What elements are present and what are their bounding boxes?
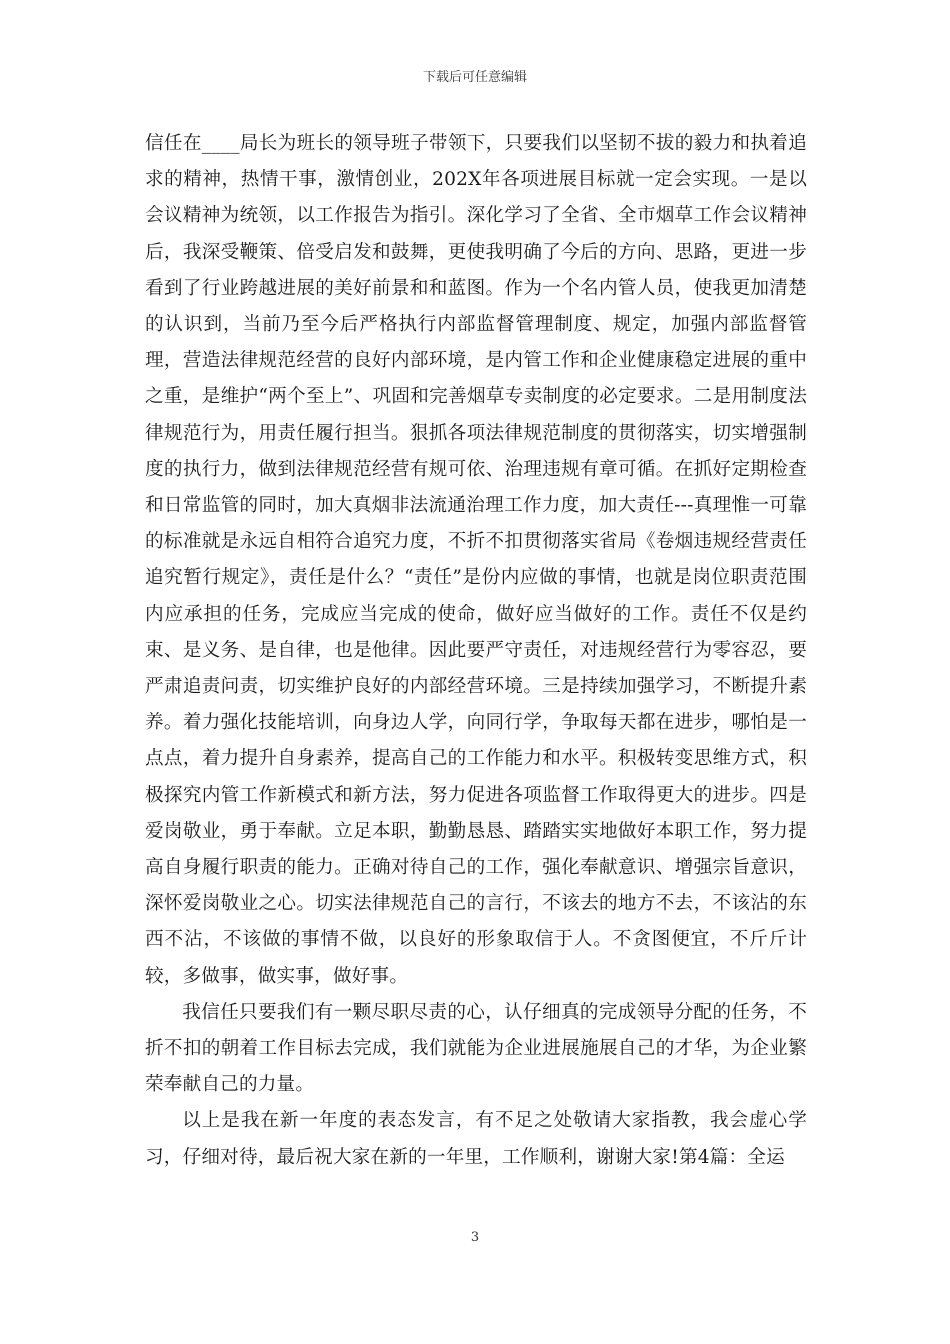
paragraph-2: 我信任只要我们有一颗尽职尽责的心，认仔细真的完成领导分配的任务，不折不扣的朝着工作目标去完成，我们就能为企业进展施展自己的才华，为企业繁荣奉献自己的力量。 <box>145 1001 807 1096</box>
paragraph-3: 以上是我在新一年度的表态发言，有不足之处敬请大家指教，我会虚心学习，仔细对待，最后祝大家在新的一年里，工作顺利，谢谢大家!第4篇：全运 <box>145 1110 807 1168</box>
page-header: 下载后可任意编辑 <box>422 70 527 85</box>
document-body <box>145 126 807 1176</box>
paragraph-1: 信任在____局长为班长的领导班子带领下，只要我们以坚韧不拔的毅力和执着追求的精神，热情干事，激情创业，202X年各项进展目标就一定会实现。一是以会议精神为统领，以工作报告为指引。深化学习了全省、全市烟草工作会议精神后，我深受鞭策、倍受启发和鼓舞，更使我明确了今后的方向、思路，更进一步看到了行业跨越进展的美好前景和和蓝图。作为一个名内管人员，使我更加清楚的认识到，当前乃至今后严格执行内部监督管理制度、规定，加强内部监督管理，营造法律规范经营的良好内部环境，是内管工作和企业健康稳定进展的重中之重，是维护“两个至上”、巩固和完善烟草专卖制度的必定要求。二是用制度法律规范行为，用责任履行担当。狠抓各项法律规范制度的贯彻落实，切实增强制度的执行力，做到法律规范经营有规可依、治理违规有章可循。在抓好定期检查和日常监管的同时，加大真烟非法流通治理工作力度，加大责任---真理惟一可靠的标准就是永远自相符合追究力度，不折不扣贯彻落实省局《卷烟违规经营责任追究暂行规定》，责任是什么？“责任”是份内应做的事情，也就是岗位职责范围内应承担的任务，完成应当完成的使命，做好应当做好的工作。责任不仅是约束、是义务、是自律，也是他律。因此要严守责任，对违规经营行为零容忍，要严肃追责问责，切实维护良好的内部经营环境。三是持续加强学习，不断提升素养。着力强化技能培训，向身边人学，向同行学，争取每天都在进步，哪怕是一点点，着力提升自身素养，提高自己的工作能力和水平。积极转变思维方式，积极探究内管工作新模式和新方法，努力促进各项监督工作取得更大的进步。四是爱岗敬业，勇于奉献。立足本职，勤勤恳恳、踏踏实实地做好本职工作，努力提高自身履行职责的能力。正确对待自己的工作，强化奉献意识、增强宗旨意识，深怀爱岗敬业之心。切实法律规范自己的言行，不该去的地方不去，不该沾的东西不沾，不该做的事情不做，以良好的形象取信于人。不贪图便宜，不斤斤计较，多做事，做实事，做好事。 <box>145 133 807 987</box>
page-number: 3 <box>470 1230 480 1245</box>
